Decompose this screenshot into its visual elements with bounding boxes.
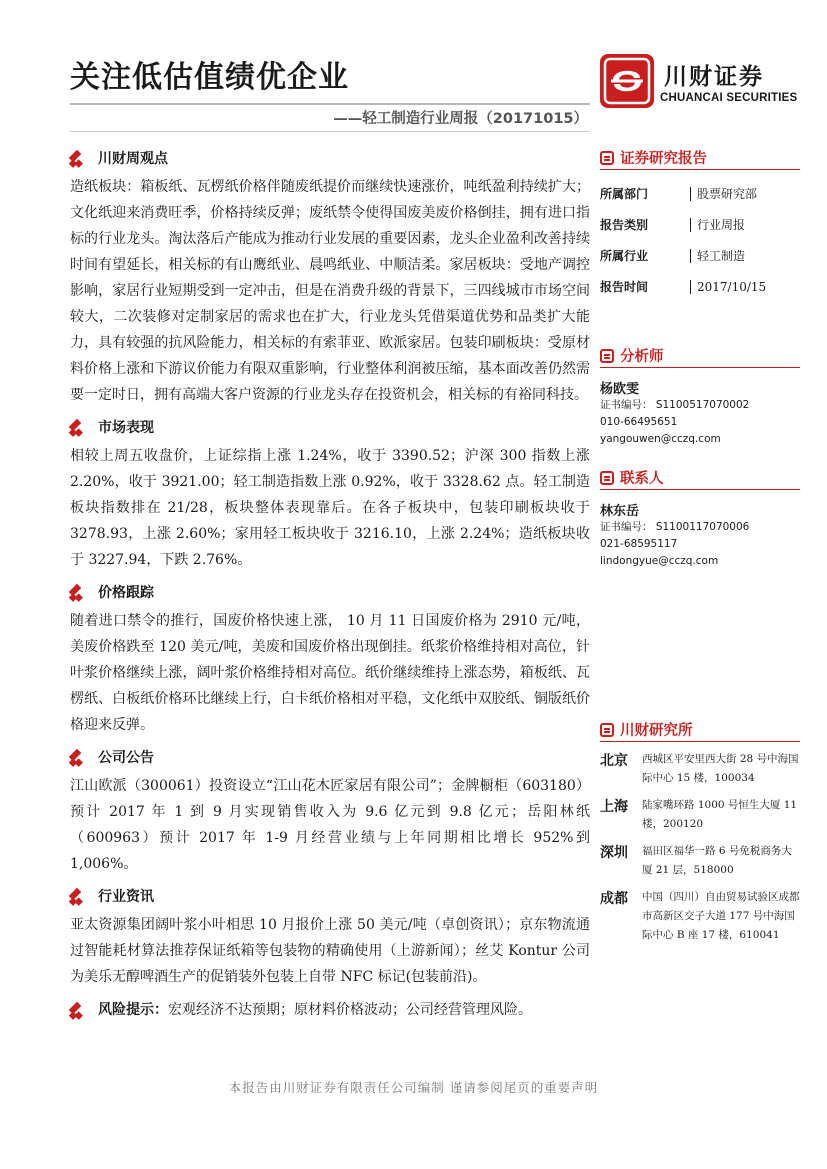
institute-heading: 川财研究所 [600, 718, 800, 742]
office-chengdu: 成都 中国（四川）自由贸易试验区成都市高新区交子大道 177 号中海国际中心 B 座 17 楼，610041 [600, 891, 800, 941]
risk-label: 风险提示： [98, 1002, 168, 1018]
contact-phone: 021-68595117 [600, 538, 678, 550]
analyst-icon [600, 349, 614, 363]
section-heading-company: 公司公告 [70, 745, 590, 769]
contact-cert: 证书编号： S1100117070006 [600, 521, 750, 533]
office-shanghai: 上海 陆家嘴环路 1000 号恒生大厦 11 楼，200120 [600, 799, 798, 830]
contact-email[interactable]: lindongyue@cczq.com [600, 555, 719, 567]
analyst-phone: 010-66495651 [600, 416, 678, 428]
industry-paragraph: 亚太资源集团阔叶浆小叶相思 10 月报价上涨 50 美元/吨（卓创资讯）；京东物流通过智能耗材算法推荐保证纸箱等包装物的精确使用（上游新闻）；丝艾 Kontur 公司为美乐无醇啤酒生产的促销装外包装上自带 NFC 标记(包装前沿)。 [70, 917, 590, 985]
chuancai-logo-icon [600, 54, 654, 108]
institute-icon [600, 723, 614, 737]
report-title: 关注低估值绩优企业 [70, 60, 349, 95]
footer-disclaimer: 本报告由川财证券有限责任公司编制 谨请参阅尾页的重要声明 [228, 1080, 599, 1095]
section-heading-industry: 行业资讯 [70, 884, 590, 908]
contact-icon [600, 471, 614, 485]
analyst-block [600, 344, 800, 448]
report-info-rows [600, 178, 800, 302]
info-row-category: 报告类别 行业周报 [600, 217, 746, 232]
header-divider [70, 103, 590, 105]
info-row-date: 报告时间 2017/10/15 [600, 279, 767, 294]
diamond-bullet-icon [70, 1003, 84, 1017]
institute-block [600, 718, 800, 945]
view-paragraph: 造纸板块：箱板纸、瓦楞纸价格伴随废纸提价而继续快速涨价，吨纸盈利持续扩大；文化纸迎来消费旺季，价格持续反弹；废纸禁令使得国废美废价格倒挂，拥有进口指标的行业龙头。淘汰落后产能成为推动行业发展的重要因素，龙头企业盈利改善持续时间有望延长，相关标的有山鹰纸业、晨鸣纸业、中顺洁柔。家居板块：受地产调控影响，家居行业短期受到一定冲击，但是在消费升级的背景下，三四线城市市场空间较大，二次装修对定制家居的需求也在扩大，行业龙头凭借渠道优势和品类扩大能力，具有较强的抗风险能力，相关标的有索菲亚、欧派家居。包装印刷板块：受原材料价格上涨和下游议价能力有限双重影响，行业整体利润被压缩，基本面改善仍然需要一定时日，拥有高端大客户资源的行业龙头存在投资机会，相关标的有裕同科技。 [70, 179, 590, 403]
contact-block [600, 466, 800, 570]
analyst-heading: 分析师 [600, 344, 800, 368]
risk-text: 宏观经济不达预期；原材料价格波动；公司经营管理风险。 [168, 1002, 532, 1018]
analyst-cert: 证书编号： S1100517070002 [600, 399, 750, 411]
report-subtitle: ——轻工制造行业周报（20171015） [333, 111, 588, 127]
logo-english-name: CHUANCAI SECURITIES [660, 92, 798, 104]
diamond-bullet-icon [70, 420, 84, 434]
logo-chinese-name: 川财证券 [664, 64, 764, 90]
section-heading-market: 市场表现 [70, 415, 590, 439]
analyst-name: 杨欧雯 [600, 382, 640, 397]
section-heading-view: 川财周观点 [70, 146, 590, 170]
info-row-department: 所属部门 股票研究部 [600, 186, 758, 201]
main-column [70, 146, 590, 1023]
office-shenzhen: 深圳 福田区福华一路 6 号免税商务大厦 21 层，518000 [600, 845, 792, 876]
price-paragraph: 随着进口禁令的推行，国废价格快速上涨， 10 月 11 日国废价格为 2910 元/吨，美废价格跌至 120 美元/吨，美废和国废价格出现倒挂。纸浆价格维持相对高位，针叶浆价格继续上涨，阔叶浆价格维持相对高位。纸价继续维持上涨态势，箱板纸、瓦楞纸、白板纸价格环比继续上行，白卡纸价格相对平稳，文化纸中双胶纸、铜版纸价格迎来反弹。 [70, 613, 590, 733]
diamond-bullet-icon [70, 889, 84, 903]
subtitle-divider [70, 131, 590, 132]
company-logo [600, 54, 800, 110]
report-info-heading: 证券研究报告 [600, 146, 800, 170]
diamond-bullet-icon [70, 151, 84, 165]
diamond-bullet-icon [70, 585, 84, 599]
risk-notice [70, 997, 590, 1023]
contact-heading: 联系人 [600, 466, 800, 490]
report-info-block [600, 146, 800, 302]
info-row-industry: 所属行业 轻工制造 [600, 248, 746, 263]
office-beijing: 北京 西城区平安里西大街 28 号中海国际中心 15 楼，100034 [600, 753, 799, 784]
diamond-bullet-icon [70, 750, 84, 764]
section-heading-price: 价格跟踪 [70, 580, 590, 604]
report-icon [600, 151, 614, 165]
contact-name: 林东岳 [600, 504, 640, 519]
market-paragraph: 相较上周五收盘价，上证综指上涨 1.24%，收于 3390.52；沪深 300 指数上涨 2.20%，收于 3921.00；轻工制造指数上涨 0.92%，收于 3328.62 点。轻工制造板块指数排在 21/28，板块整体表现靠后。在各子板块中，包装印刷板块收于 3278.93，上涨 2.60%；家用轻工板块收于 3216.10，上涨 2.24%；造纸板块收于 3227.94，下跌 2.76%。 [70, 448, 590, 568]
company-paragraph: 江山欧派（300061）投资设立“江山花木匠家居有限公司”；金牌橱柜（603180）预计 2017 年 1 到 9 月实现销售收入为 9.6 亿元到 9.8 亿元；岳阳林纸（600963）预计 2017 年 1-9 月经营业绩与上年同期相比增长 952%到 1,006%。 [70, 778, 590, 872]
analyst-email[interactable]: yangouwen@cczq.com [600, 433, 721, 445]
